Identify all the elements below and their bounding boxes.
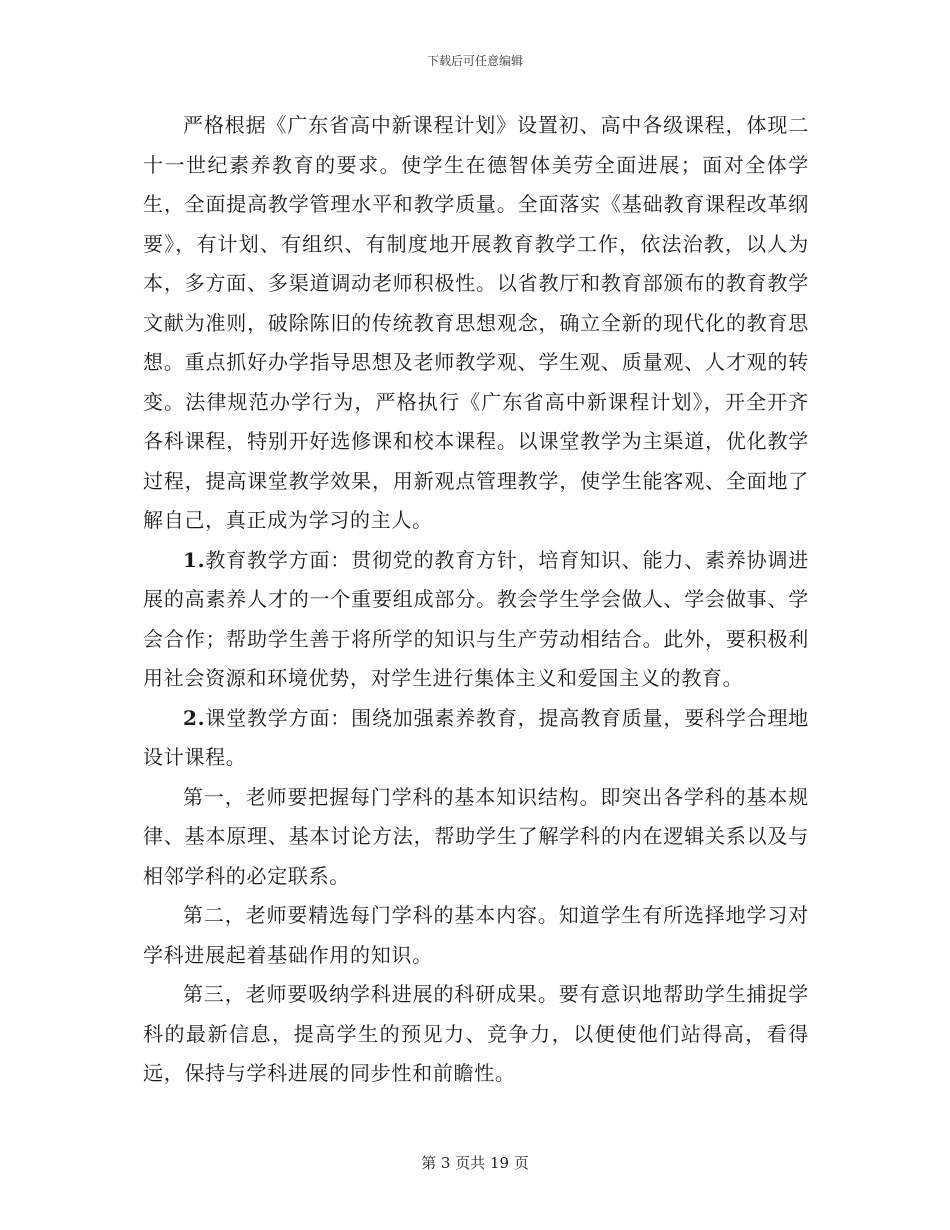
point-third: 第三，老师要吸纳学科进展的科研成果。要有意识地帮助学生捕捉学科的最新信息，提高学生的预见力、竞争力，以便使他们站得高，看得远，保持与学科进展的同步性和前瞻性。 — [143, 982, 809, 1085]
numbered-item-2 — [143, 699, 809, 778]
item-text: 教育教学方面：贯彻党的教育方针，培育知识、能力、素养协调进展的高素养人才的一个重要组成部分。教会学生学会做人、学会做事、学会合作；帮助学生善于将所学的知识与生产劳动相结合。此外，要积极利用社会资源和环境优势，对学生进行集体主义和爱国主义的教育。 — [143, 547, 809, 690]
header-note: 下载后可任意编辑 — [426, 54, 523, 68]
page-footer: 第 3 页共 19 页 — [421, 1154, 529, 1172]
document-body — [143, 106, 809, 1094]
item-number: 2. — [183, 705, 206, 730]
point-first: 第一，老师要把握每门学科的基本知识结构。即突出各学科的基本规律、基本原理、基本讨论方法，帮助学生了解学科的内在逻辑关系以及与相邻学科的必定联系。 — [143, 784, 809, 888]
item-text: 课堂教学方面：围绕加强素养教育，提高教育质量，要科学合理地设计课程。 — [143, 705, 809, 769]
numbered-item-1 — [143, 541, 809, 699]
paragraph-intro: 严格根据《广东省高中新课程计划》设置初、高中各级课程，体现二十一世纪素养教育的要求。使学生在德智体美劳全面进展；面对全体学生，全面提高教学管理水平和教学质量。全面落实《基础教育课程改革纲要》，有计划、有组织、有制度地开展教育教学工作，依法治教，以人为本，多方面、多渠道调动老师积极性。以省教厅和教育部颁布的教育教学文献为准则，破除陈旧的传统教育思想观念，确立全新的现代化的教育思想。重点抓好办学指导思想及老师教学观、学生观、质量观、人才观的转变。法律规范办学行为，严格执行《广东省高中新课程计划》，开全开齐各科课程，特别开好选修课和校本课程。以课堂教学为主渠道，优化教学过程，提高课堂教学效果，用新观点管理教学，使学生能客观、全面地了解自己，真正成为学习的主人。 — [143, 113, 809, 532]
point-second: 第二，老师要精选每门学科的基本内容。知道学生有所选择地学习对学科进展起着基础作用的知识。 — [143, 903, 809, 967]
item-number: 1. — [183, 547, 206, 572]
